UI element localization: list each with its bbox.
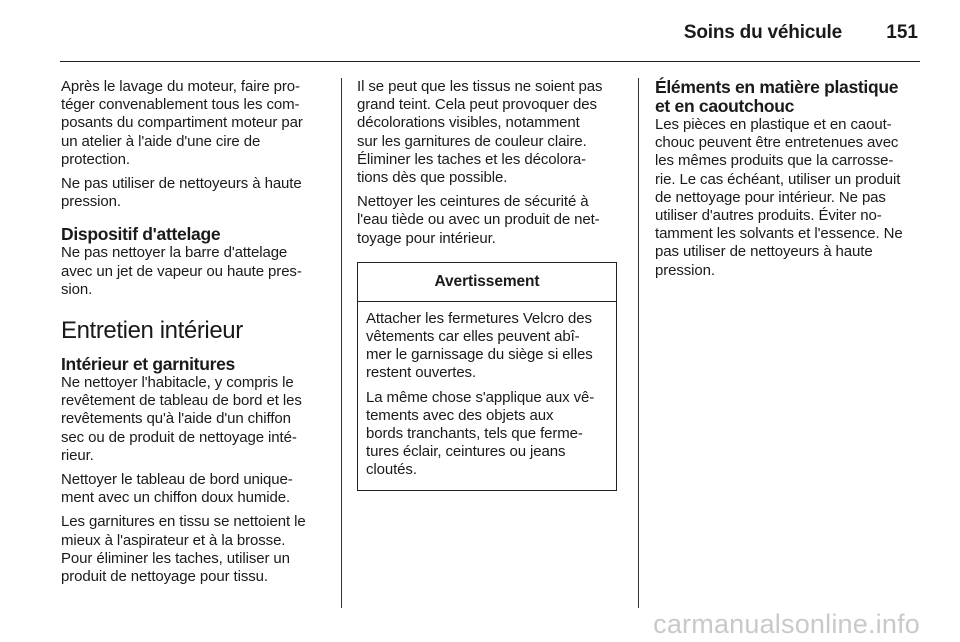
paragraph-seat-belts: Nettoyer les ceintures de sécurité à l'eau tiède ou avec un produit de net- toyage pour intérieur. [357,193,600,247]
column-divider-2 [638,78,639,608]
warning-paragraph-sharp-objects: La même chose s'applique aux vê- tements avec des objets aux bords tranchants, tels que ferme- tures éclair, ceintures ou jeans cloutés. [366,388,595,479]
header-rule [60,61,920,62]
paragraph-engine-wash: Après le lavage du moteur, faire pro- téger convenablement tous les com- posants du compartiment moteur par un atelier à l'aide d'une cire de protection. [61,78,303,168]
heading-towing-device: Dispositif d'attelage [61,224,221,245]
warning-body [358,302,616,490]
paragraph-fabric: Les garnitures en tissu se nettoient le mieux à l'aspirateur et à la brosse. Pour éliminer les taches, utiliser un produit de nettoyage pour tissu. [61,513,306,586]
paragraph-towbar: Ne pas nettoyer la barre d'attelage avec un jet de vapeur ou haute pres- sion. [61,244,302,298]
paragraph-no-pressure-washer: Ne pas utiliser de nettoyeurs à haute pression. [61,175,302,211]
watermark-text: carmanualsonline.info [653,609,920,639]
heading-plastic-rubber: Éléments en matière plastique et en caoutchouc [655,77,899,116]
column-1 [61,78,323,592]
column-2 [357,78,619,491]
warning-title: Avertissement [358,263,616,302]
column-3 [655,78,917,286]
column-divider-1 [341,78,342,608]
warning-paragraph-velcro: Attacher les fermetures Velcro des vêtements car elles peuvent abî- mer le garnissage du siège si elles restent ouvertes. [366,309,593,382]
paragraph-fabric-colorfast: Il se peut que les tissus ne soient pas grand teint. Cela peut provoquer des décolorations visibles, notamment sur les garnitures de couleur claire. Éliminer les taches et les décolora- tions dès que possible. [357,78,603,187]
paragraph-cabin-cleaning: Ne nettoyer l'habitacle, y compris le revêtement de tableau de bord et les revêtements qu'à l'aide d'un chiffon sec ou de produit de nettoyage inté- rieur. [61,374,302,464]
heading-interior-care: Entretien intérieur [61,317,243,345]
paragraph-dashboard: Nettoyer le tableau de bord unique- ment avec un chiffon doux humide. [61,471,293,507]
page-number: 151 [886,22,918,43]
page-header [60,18,920,62]
heading-interior-trim: Intérieur et garnitures [61,354,235,375]
section-title: Soins du véhicule [683,22,842,43]
warning-box [357,262,617,491]
paragraph-plastic-rubber: Les pièces en plastique et en caout- chouc peuvent être entretenues avec les mêmes produits que la carrosse- rie. Le cas échéant, utiliser un produit de nettoyage pour intérieur. Ne pas utiliser d'autres produits. Éviter no- tamment les solvants et l'essence. Ne pas utiliser de nettoyeurs à haute pression. [655,116,903,279]
